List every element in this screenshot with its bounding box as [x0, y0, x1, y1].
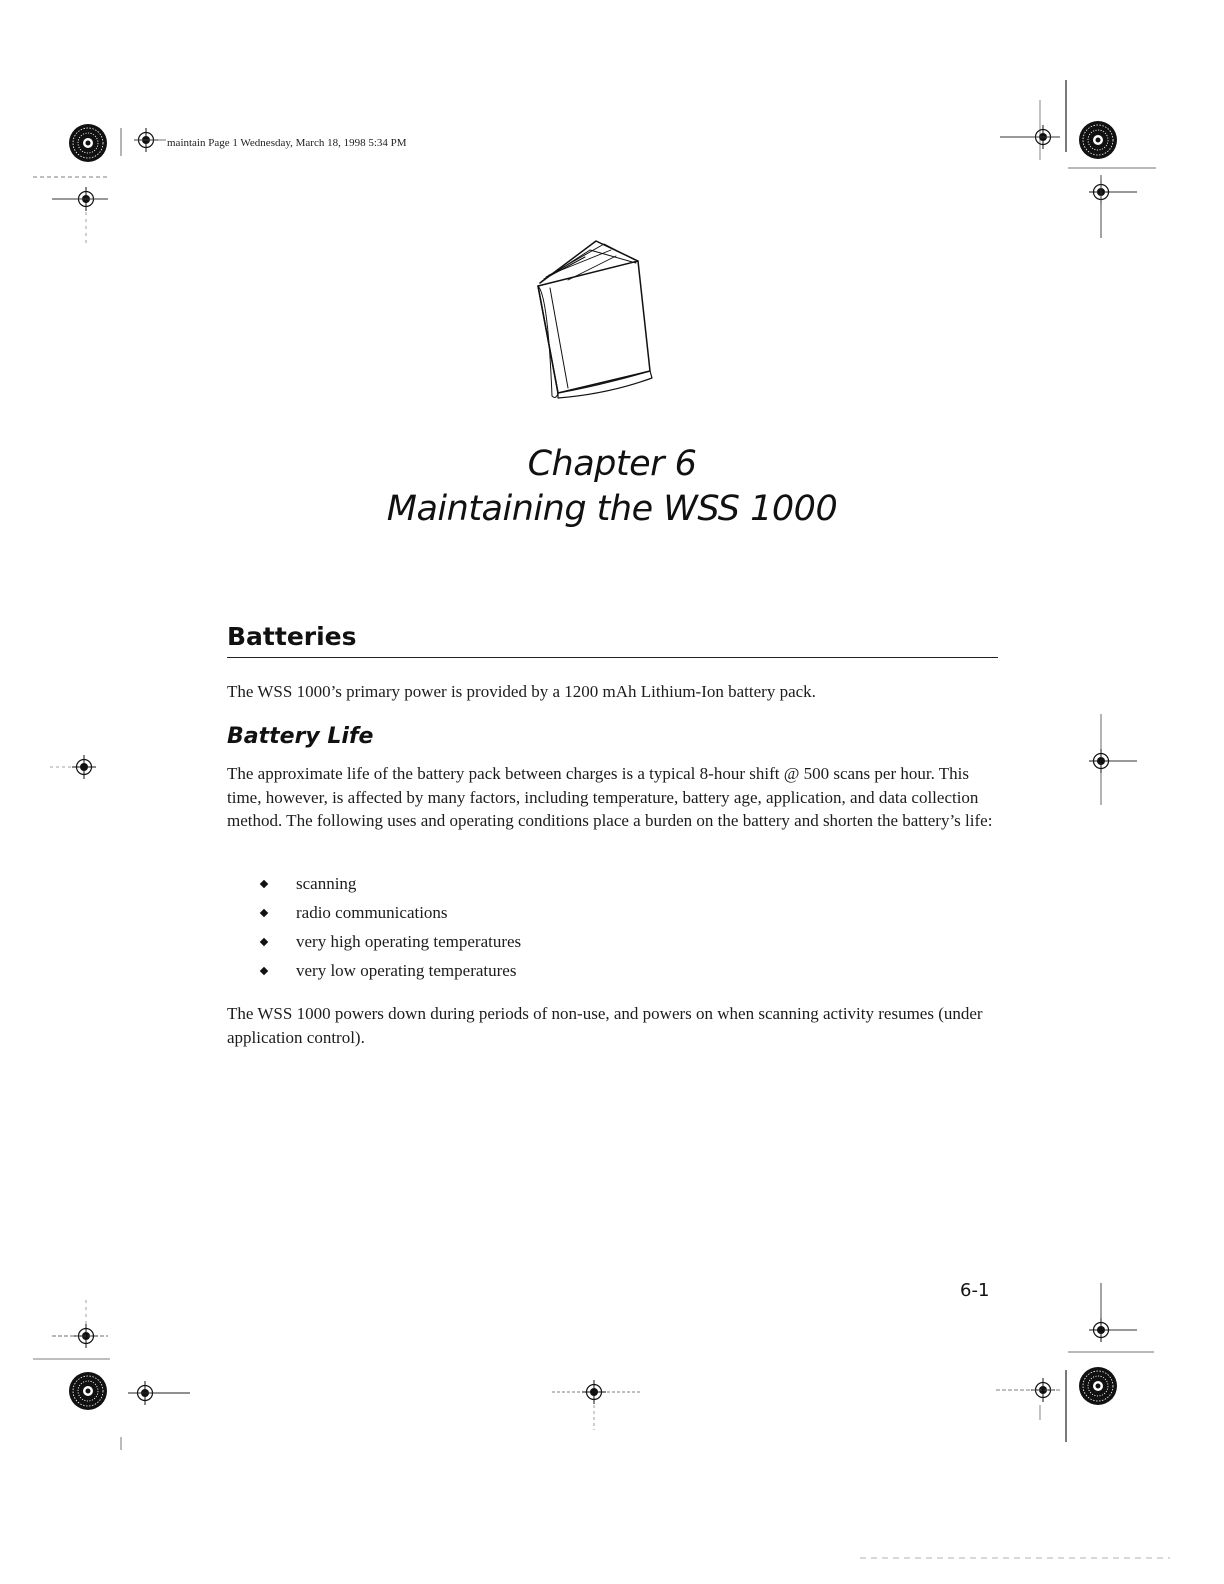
- battery-life-paragraph: The approximate life of the battery pack between charges is a typical 8-hour shift @ 500 scans per hour. This time, however, is affected by many factors, including temperature, battery age, application, and data collection method. The following uses and operating conditions place a burden on the battery and shorten the battery’s life:: [227, 764, 993, 830]
- section-title: Batteries: [227, 622, 357, 651]
- list-item-text: very high operating temperatures: [296, 932, 522, 951]
- color-wheel-icon-bottom-right: [1079, 1367, 1117, 1405]
- color-wheel-icon-top-left: [69, 124, 107, 162]
- list-item: [258, 898, 521, 927]
- color-wheel-icon-top-right: [1079, 121, 1117, 159]
- bullet-diamond-icon: [260, 938, 268, 946]
- chapter-number: Chapter 6: [527, 444, 697, 484]
- section-divider: [227, 657, 998, 658]
- list-item-text: very low operating temperatures: [296, 961, 517, 980]
- bullet-diamond-icon: [260, 880, 268, 888]
- registration-mark-icon-bottom-center: [582, 1380, 606, 1404]
- list-item: [258, 927, 521, 956]
- power-down-paragraph: The WSS 1000 powers down during periods of non-use, and powers on when scanning activity resumes (under application control).: [227, 1004, 983, 1047]
- subsection-title: Battery Life: [227, 724, 374, 749]
- bullet-diamond-icon: [260, 967, 268, 975]
- list-item: [258, 869, 521, 898]
- chapter-title: Maintaining the WSS 1000: [386, 489, 838, 529]
- list-item-text: scanning: [296, 874, 357, 893]
- section-intro-paragraph: The WSS 1000’s primary power is provided by a 1200 mAh Lithium-Ion battery pack.: [227, 682, 816, 701]
- open-book-icon: [528, 236, 668, 406]
- registration-mark-icon-left-middle: [72, 755, 96, 779]
- registration-mark-icon-right-lower: [1089, 1318, 1113, 1342]
- page-number: 6-1: [960, 1280, 990, 1301]
- battery-burden-list: [258, 869, 521, 985]
- list-item-text: radio communications: [296, 903, 448, 922]
- bullet-diamond-icon: [260, 909, 268, 917]
- color-wheel-icon-bottom-left: [69, 1372, 107, 1410]
- registration-mark-icon-right-middle: [1089, 749, 1113, 773]
- chapter-heading: [0, 442, 1224, 532]
- print-header: maintain Page 1 Wednesday, March 18, 1998 5:34 PM: [167, 137, 407, 149]
- list-item: [258, 956, 521, 985]
